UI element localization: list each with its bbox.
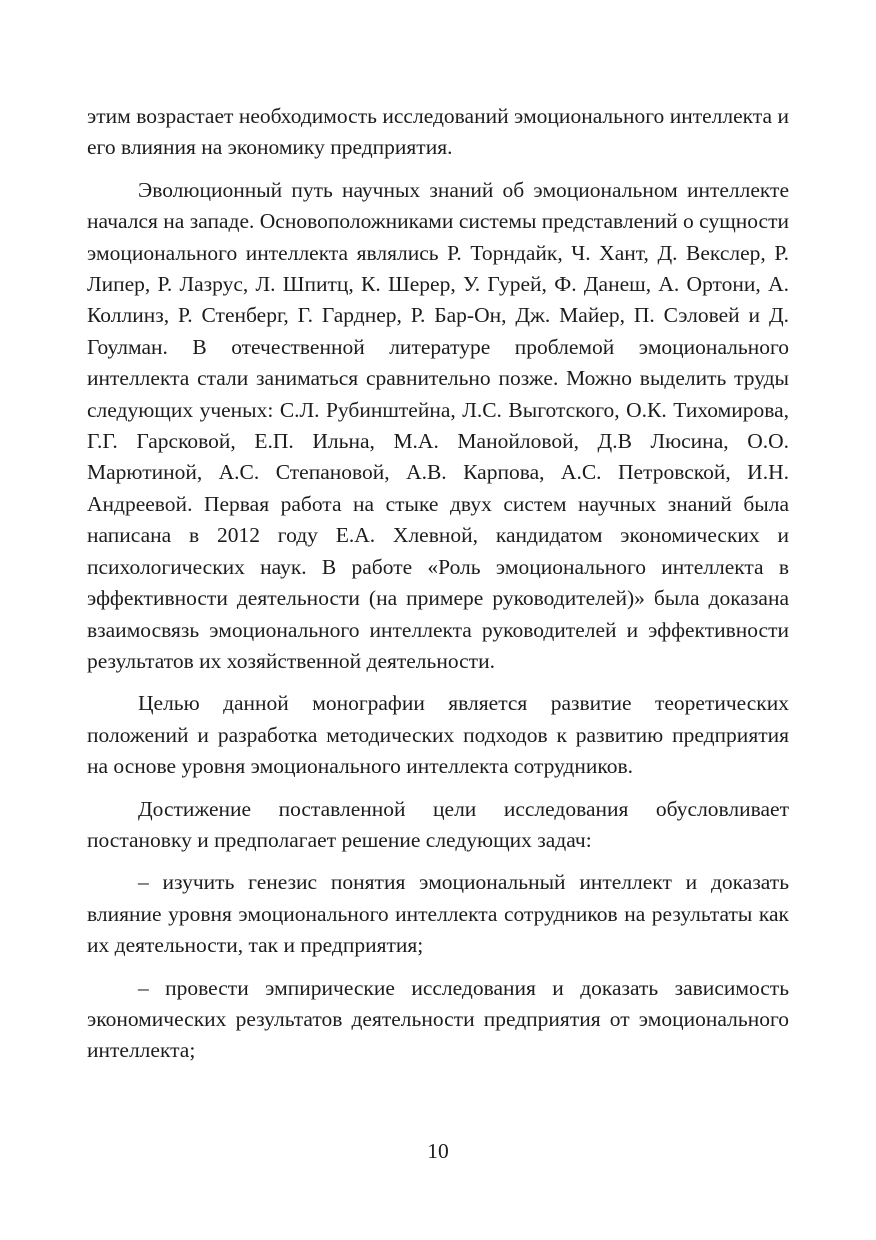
page-number: 10 bbox=[427, 1139, 449, 1163]
list-item-task-1: – изучить генезис понятия эмоциональный интеллект и доказать влияние уровня эмоционального интеллекта сотрудников на результаты как их деятельности, так и предприятия; bbox=[87, 870, 789, 958]
paragraph-goal: Целью данной монографии является развитие теоретических положений и разработка методических подходов к развитию предприятия на основе уровня эмоционального интеллекта сотрудников. bbox=[87, 691, 789, 779]
paragraph-tasks-intro: Достижение поставленной цели исследования обусловливает постановку и предполагает решение следующих задач: bbox=[87, 796, 789, 852]
body-text bbox=[87, 101, 789, 1078]
paragraph-continuation: этим возрастает необходимость исследований эмоционального интеллекта и его влияния на экономику предприятия. bbox=[87, 104, 789, 160]
paragraph-history: Эволюционный путь научных знаний об эмоциональном интеллекте начался на западе. Основоположниками системы представлений о сущности эмоционального интеллекта являлись Р. Торндайк, Ч. Хант, Д. Векслер, Р. Липер, Р. Лазрус, Л. Шпитц, К. Шерер, У. Гурей, Ф. Данеш, А. Ортони, А. Коллинз, Р. Стенберг, Г. Гарднер, Р. Бар-Он, Дж. Майер, П. Сэловей и Д. Гоулман. В отечественной литературе проблемой эмоционального интеллекта стали заниматься сравнительно позже. Можно выделить труды следующих ученых: С.Л. Рубинштейна, Л.С. Выготского, О.К. Тихомирова, Г.Г. Гарсковой, Е.П. Ильна, М.А. Манойловой, Д.В Люсина, О.О. Марютиной, А.С. Степановой, А.В. Карпова, А.С. Петровской, И.Н. Андреевой. Первая работа на стыке двух систем научных знаний была написана в 2012 году Е.А. Хлевной, кандидатом экономических и психологических наук. В работе «Роль эмоционального интеллекта в эффективности деятельности (на примере руководителей)» была доказана взаимосвязь эмоционального интеллекта руководителей и эффективности результатов их хозяйственной деятельности. bbox=[87, 177, 789, 673]
list-item-task-2: – провести эмпирические исследования и доказать зависимость экономических результатов деятельности предприятия от эмоционального интеллекта; bbox=[87, 975, 789, 1063]
